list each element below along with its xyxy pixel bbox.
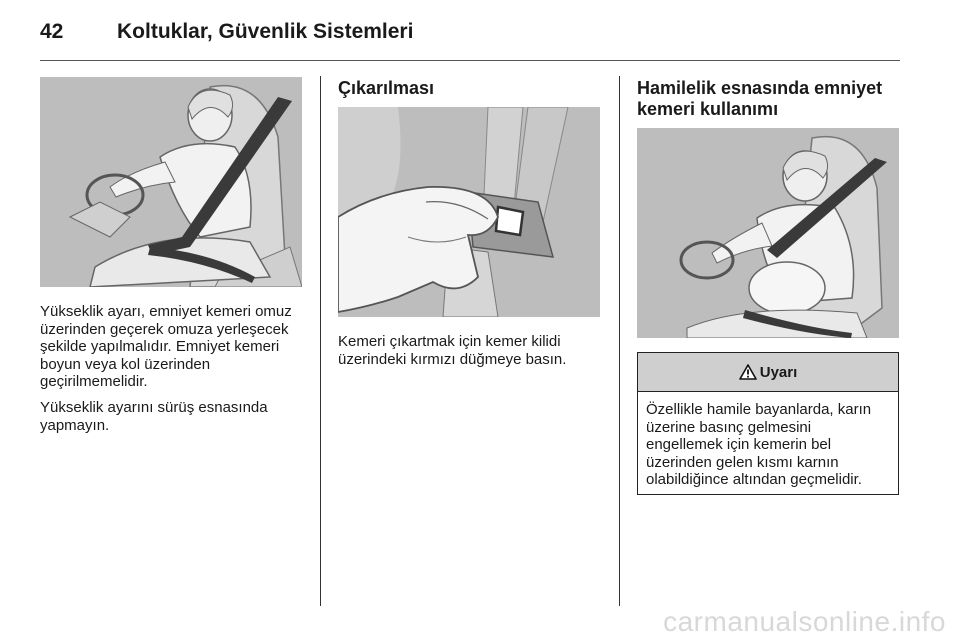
column1-paragraph-2: Yükseklik ayarını sürüş esnasında yapmayın. — [40, 399, 268, 434]
column1-paragraph-1: Yükseklik ayarı, emniyet kemeri omuz üzerinden geçerek omuza yerleşecek şekilde yapılmalıdır. Emniyet kemeri boyun veya kol üzerinden geçirilmemelidir. — [40, 303, 292, 390]
driver-seatbelt-illustration — [40, 77, 302, 287]
warning-text: Özellikle hamile bayanlarda, karın üzerine basınç gelmesini engellemek için kemerin bel üzerinden gelen kısmı karnın olabildiğince altından geçmelidir. — [646, 401, 872, 488]
buckle-release-illustration — [338, 107, 600, 317]
column2-paragraph: Kemeri çıkartmak için kemer kilidi üzerindeki kırmızı düğmeye basın. — [338, 333, 567, 368]
pregnant-driver-seatbelt-icon — [637, 128, 899, 338]
page-title: Koltuklar, Güvenlik Sistemleri — [117, 20, 414, 43]
section-heading-pregnancy: Hamilelik esnasında emniyet kemeri kullanımı — [637, 78, 883, 119]
column-divider-right — [619, 76, 620, 606]
driver-seatbelt-icon — [40, 77, 302, 287]
warning-title: Uyarı — [759, 363, 798, 381]
header-rule — [40, 60, 900, 61]
warning-box — [637, 352, 899, 495]
section-heading-release: Çıkarılması — [338, 78, 435, 98]
warning-header — [638, 353, 898, 392]
pregnant-driver-seatbelt-illustration — [637, 128, 899, 338]
buckle-release-icon — [338, 107, 600, 317]
page-number: 42 — [40, 20, 64, 43]
column-divider-left — [320, 76, 321, 606]
watermark: carmanualsonline.info — [663, 606, 946, 637]
warning-triangle-icon — [739, 364, 757, 380]
